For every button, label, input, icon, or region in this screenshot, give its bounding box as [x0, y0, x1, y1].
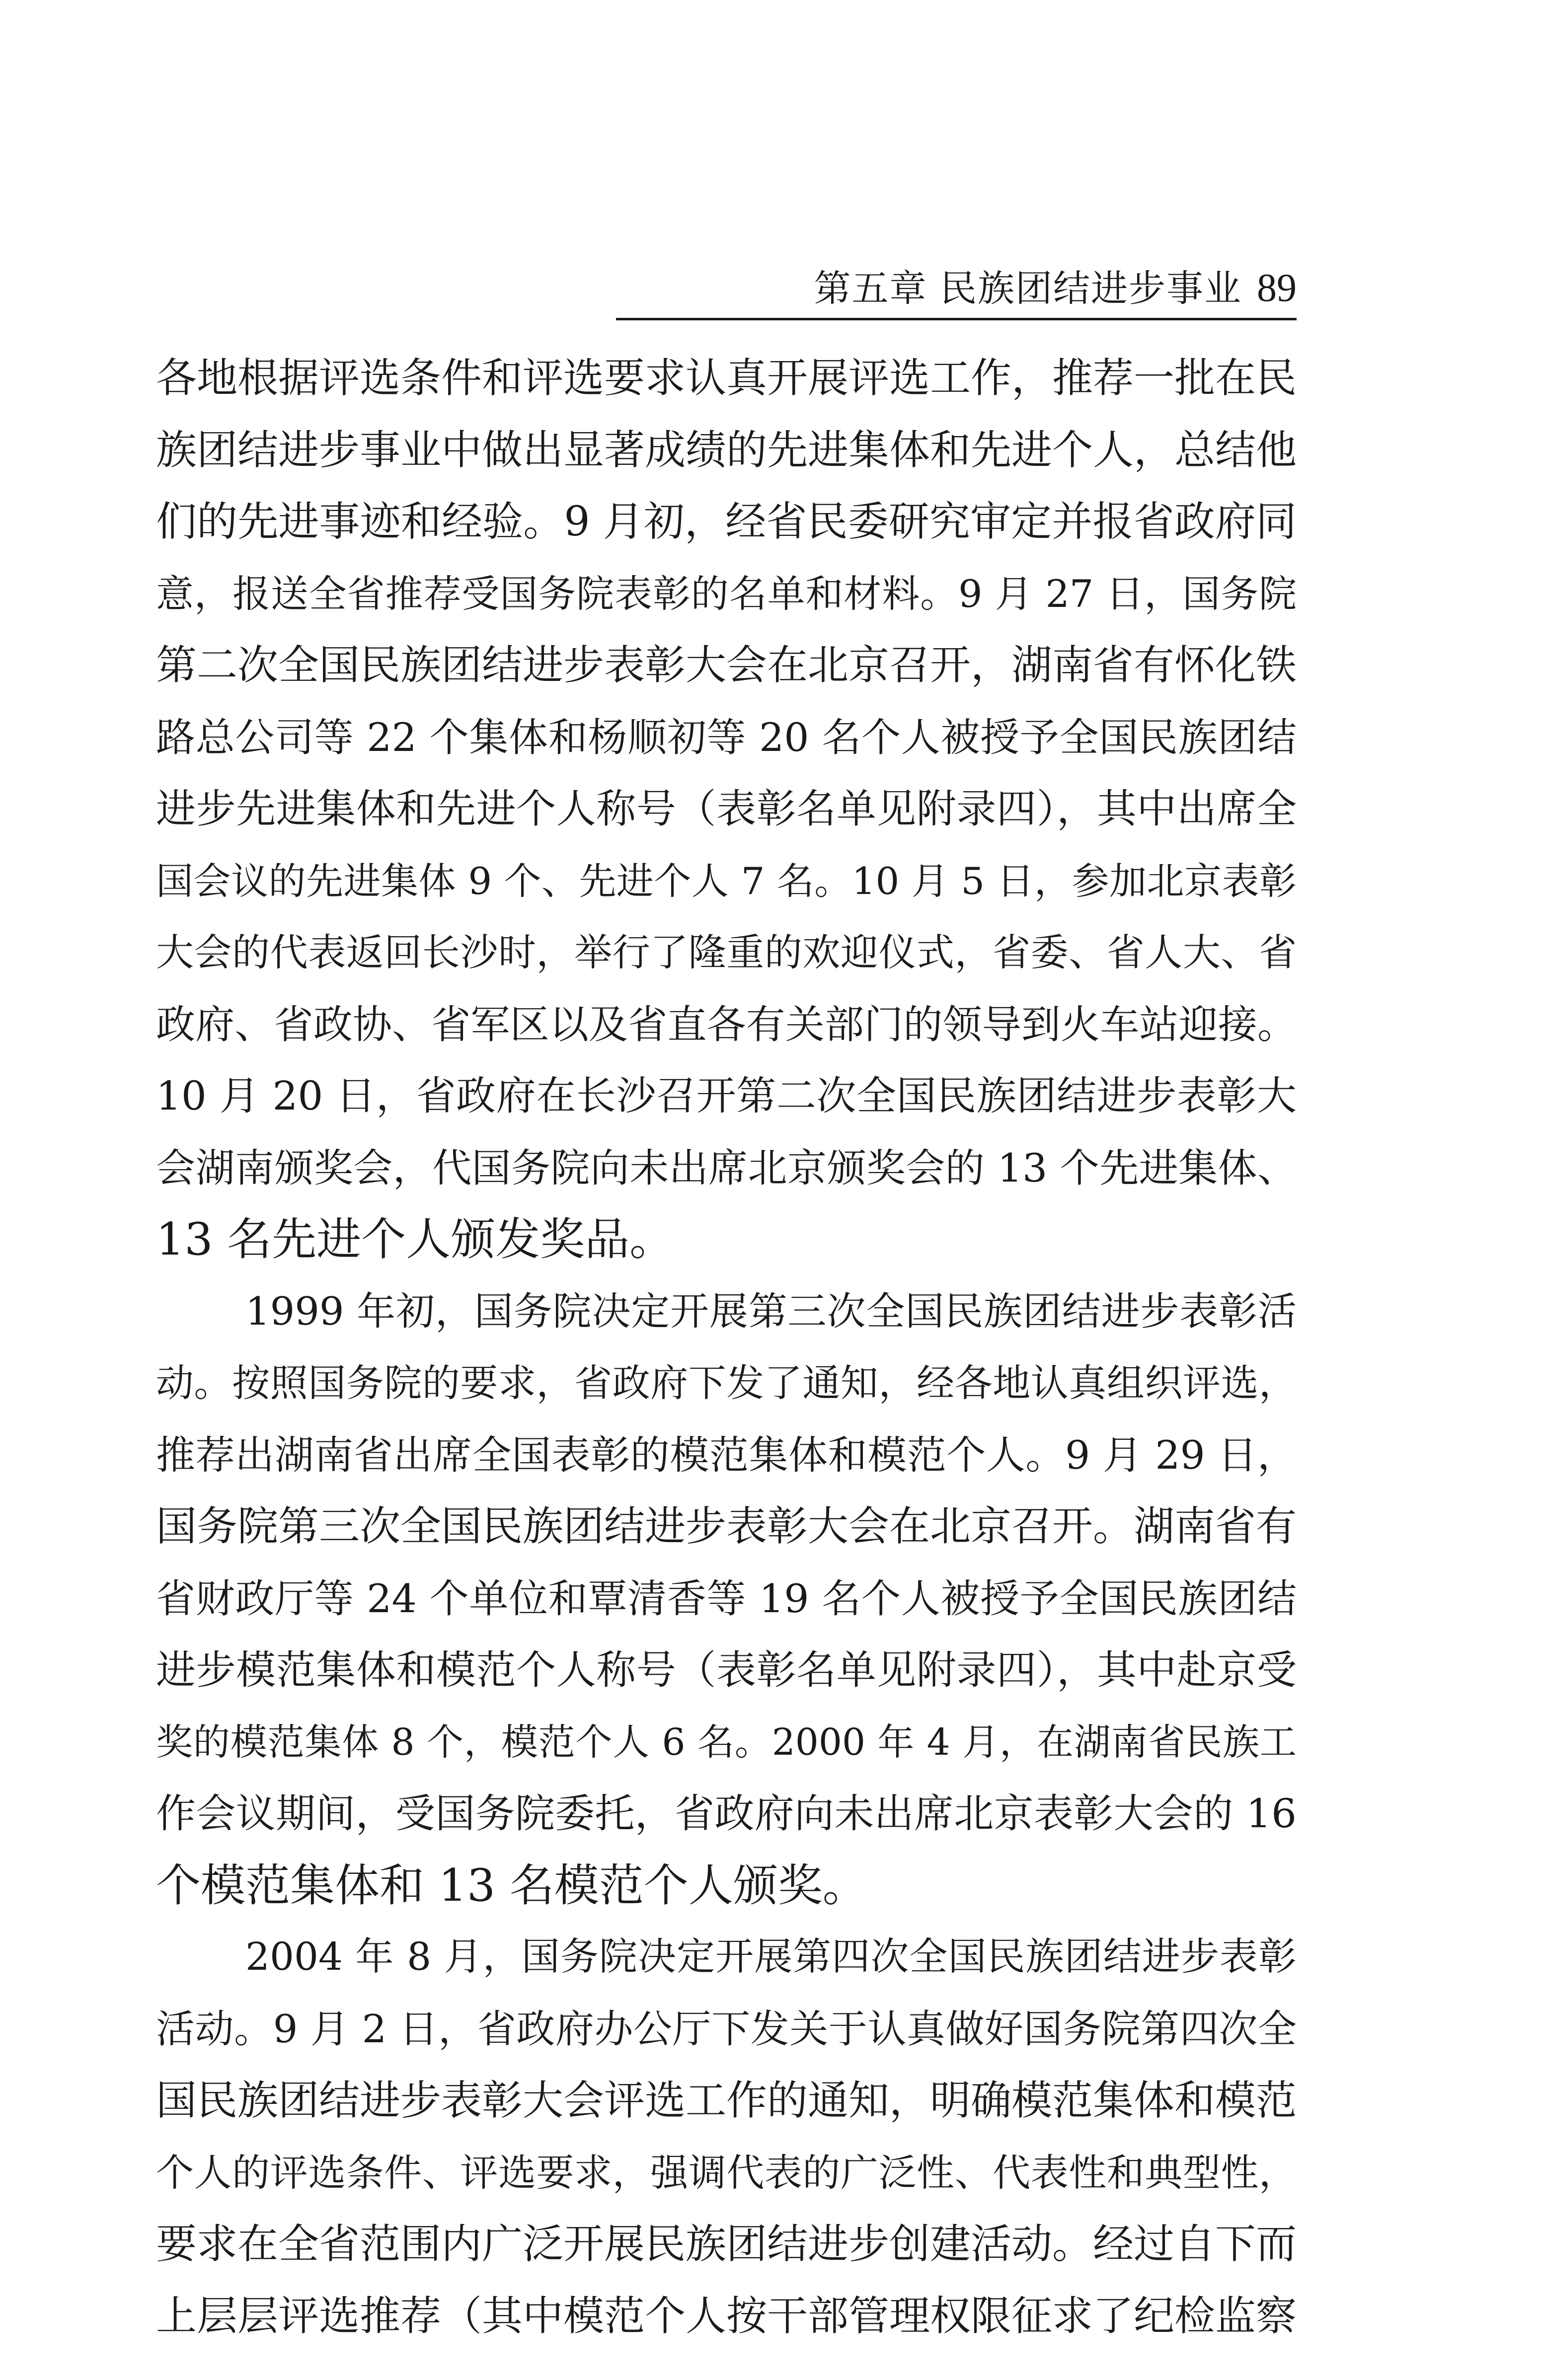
- text-line: 推荐出湖南省出席全国表彰的模范集体和模范个人。9 月 29 日，: [156, 1432, 1297, 1478]
- text-line: 13 名先进个人颁发奖品。: [156, 1213, 675, 1265]
- text-line: 会湖南颁奖会，代国务院向未出席北京颁奖会的 13 个先进集体、: [156, 1145, 1297, 1191]
- text-line: 路总公司等 22 个集体和杨顺初等 20 名个人被授予全国民族团结: [156, 714, 1297, 760]
- header-rule: [616, 318, 1297, 320]
- chapter-title: 第五章 民族团结进步事业: [814, 267, 1242, 310]
- text-line: 进步模范集体和模范个人称号（表彰名单见附录四），其中赴京受: [156, 1647, 1297, 1693]
- text-line: 动。按照国务院的要求，省政府下发了通知，经各地认真组织评选，: [156, 1361, 1297, 1405]
- text-line: 省财政厅等 24 个单位和覃清香等 19 名个人被授予全国民族团结: [156, 1575, 1297, 1622]
- running-head: [616, 258, 1297, 318]
- text-line: 进步先进集体和先进个人称号（表彰名单见附录四），其中出席全: [156, 786, 1297, 832]
- text-line: 国会议的先进集体 9 个、先进个人 7 名。10 月 5 日，参加北京表彰: [156, 859, 1297, 903]
- text-line: 大会的代表返回长沙时，举行了隆重的欢迎仪式，省委、省人大、省: [156, 930, 1297, 974]
- text-line: 要求在全省范围内广泛开展民族团结进步创建活动。经过自下而: [156, 2221, 1297, 2268]
- text-line: 意，报送全省推荐受国务院表彰的名单和材料。9 月 27 日，国务院: [156, 571, 1297, 616]
- text-line: 10 月 20 日，省政府在长沙召开第二次全国民族团结进步表彰大: [156, 1073, 1297, 1119]
- text-line: 奖的模范集体 8 个，模范个人 6 名。2000 年 4 月，在湖南省民族工: [156, 1720, 1297, 1764]
- text-line: 2004 年 8 月，国务院决定开展第四次全国民族团结进步表彰: [245, 1935, 1297, 1979]
- body-text: [156, 343, 1297, 2352]
- page-number: 89: [1257, 266, 1297, 310]
- text-line: 国务院第三次全国民族团结进步表彰大会在北京召开。湖南省有: [156, 1503, 1297, 1550]
- text-line: 个人的评选条件、评选要求，强调代表的广泛性、代表性和典型性，: [156, 2150, 1297, 2195]
- text-line: 国民族团结进步表彰大会评选工作的通知，明确模范集体和模范: [156, 2077, 1297, 2124]
- text-line: 上层层评选推荐（其中模范个人按干部管理权限征求了纪检监察: [156, 2292, 1297, 2340]
- text-line: 第二次全国民族团结进步表彰大会在北京召开，湖南省有怀化铁: [156, 642, 1297, 689]
- text-line: 1999 年初，国务院决定开展第三次全国民族团结进步表彰活: [245, 1289, 1297, 1334]
- text-line: 政府、省政协、省军区以及省直各有关部门的领导到火车站迎接。: [156, 1001, 1297, 1047]
- text-line: 各地根据评选条件和评选要求认真开展评选工作，推荐一批在民: [156, 355, 1297, 402]
- text-line: 们的先进事迹和经验。9 月初，经省民委研究审定并报省政府同: [156, 498, 1297, 545]
- text-line: 活动。9 月 2 日，省政府办公厅下发关于认真做好国务院第四次全: [156, 2007, 1297, 2052]
- text-line: 个模范集体和 13 名模范个人颁奖。: [156, 1859, 867, 1912]
- text-line: 作会议期间，受国务院委托，省政府向未出席北京表彰大会的 16: [156, 1790, 1297, 1837]
- text-line: 族团结进步事业中做出显著成绩的先进集体和先进个人，总结他: [156, 426, 1297, 474]
